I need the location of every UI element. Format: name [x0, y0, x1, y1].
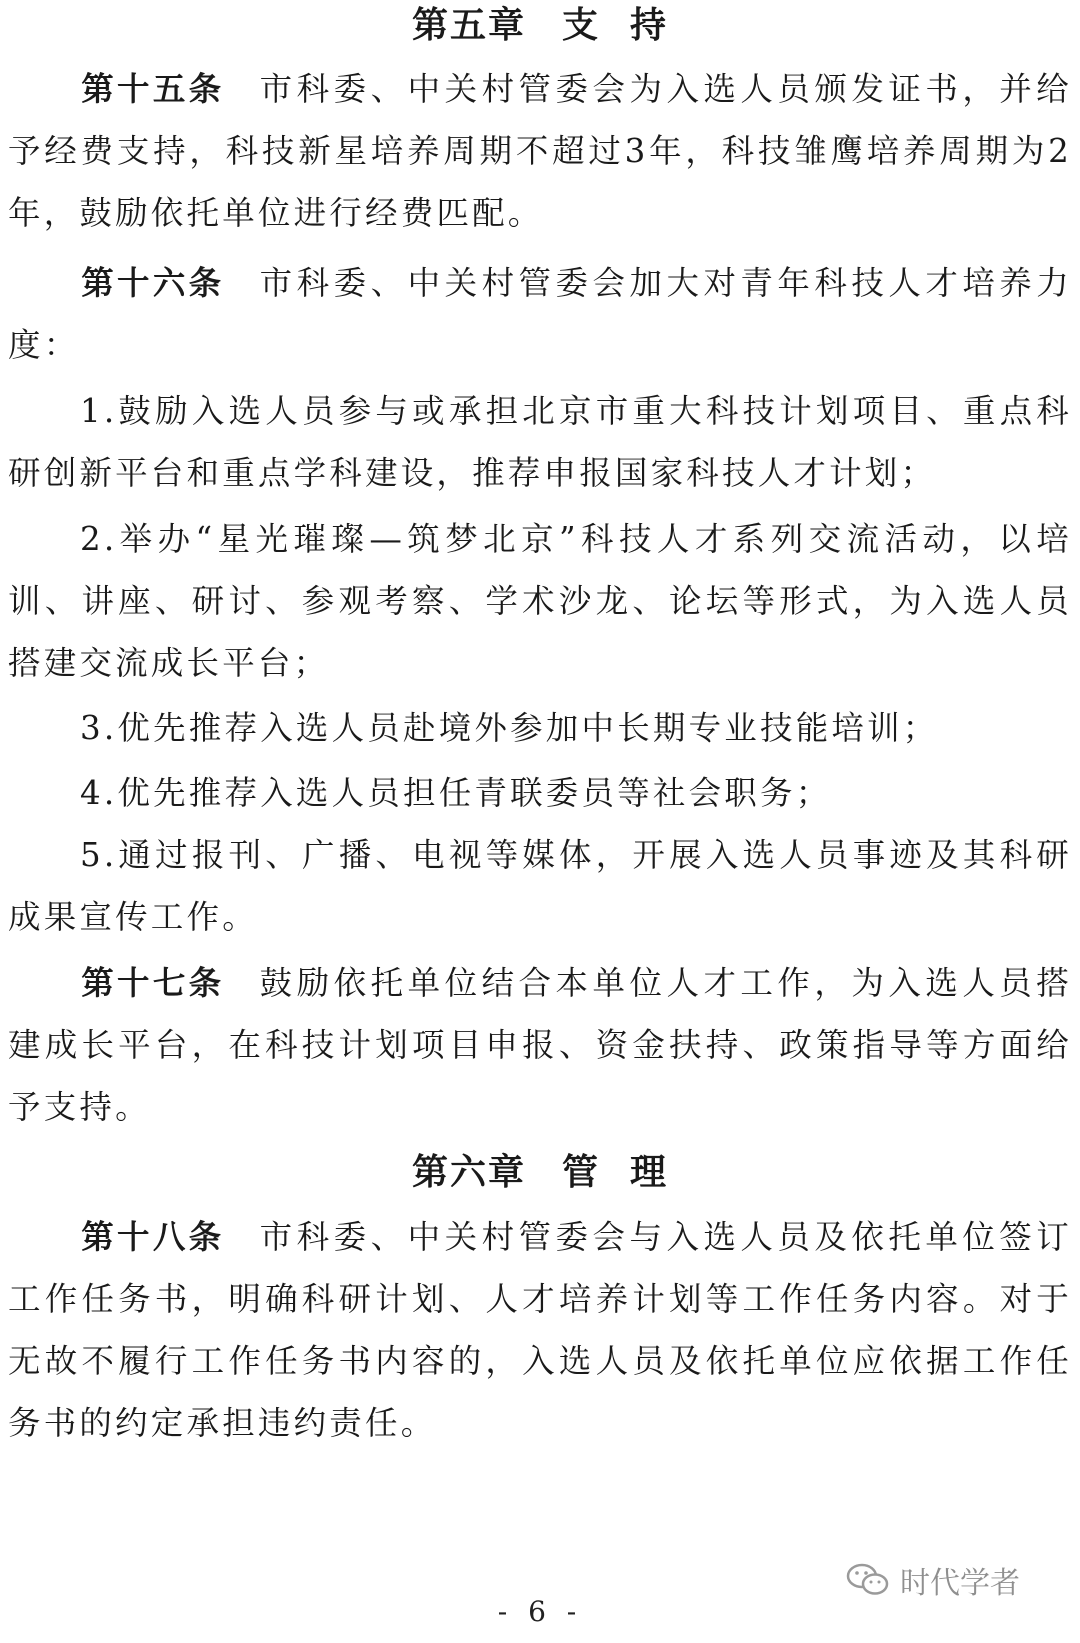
chapter-6-number: 第六章: [411, 1152, 526, 1193]
chapter-5-title-char1: 支: [561, 5, 600, 46]
article-16-item-3: [8, 697, 1072, 759]
watermark-text: 时代学者: [900, 1566, 1020, 1601]
list-item-text: 4.优先推荐入选人员担任青联委员等社会职务；: [80, 774, 832, 812]
list-item-text: 5.通过报刊、广播、电视等媒体，开展入选人员事迹及其科研成果宣传工作。: [8, 836, 1072, 936]
chapter-5-heading: [0, 0, 1080, 56]
chapter-6-title-char1: 管: [561, 1152, 600, 1193]
list-item-text: 2.举办“星光璀璨—筑梦北京”科技人才系列交流活动，以培训、讲座、研讨、参观考察、学术沙龙、论坛等形式，为入选人员搭建交流成长平台；: [8, 520, 1072, 682]
chapter-6-heading: [0, 1143, 1080, 1203]
list-item-text: 1.鼓励入选人员参与或承担北京市重大科技计划项目、重点科研创新平台和重点学科建设，推荐申报国家科技人才计划；: [8, 392, 1072, 492]
article-16-item-4: [8, 762, 1072, 824]
article-16-item-1: [8, 380, 1072, 504]
article-18-text: 市科委、中关村管委会与入选人员及依托单位签订工作任务书，明确科研计划、人才培养计划等工作任务内容。对于无故不履行工作任务书内容的，入选人员及依托单位应依据工作任务书的约定承担违约责任。: [8, 1218, 1072, 1442]
article-18: [8, 1206, 1072, 1454]
chapter-5-title-char2: 持: [630, 5, 669, 46]
article-18-label: 第十八条: [80, 1218, 225, 1256]
article-16-label: 第十六条: [80, 264, 225, 302]
article-15: [8, 58, 1072, 244]
article-17: [8, 952, 1072, 1138]
chapter-6-title-char2: 理: [630, 1152, 669, 1193]
article-16-item-2: [8, 508, 1072, 694]
page-number: - 6 -: [497, 1595, 583, 1628]
article-16-item-5: [8, 824, 1072, 948]
list-item-text: 3.优先推荐入选人员赴境外参加中长期专业技能培训；: [80, 709, 939, 747]
chapter-5-number: 第五章: [411, 5, 526, 46]
article-15-text: 市科委、中关村管委会为入选人员颁发证书，并给予经费支持，科技新星培养周期不超过3年，科技雏鹰培养周期为2年，鼓励依托单位进行经费匹配。: [8, 70, 1072, 232]
article-17-text: 鼓励依托单位结合本单位人才工作，为入选人员搭建成长平台，在科技计划项目申报、资金扶持、政策指导等方面给予支持。: [8, 964, 1072, 1126]
article-15-label: 第十五条: [80, 70, 225, 108]
article-16: [8, 252, 1072, 376]
article-17-label: 第十七条: [80, 964, 225, 1002]
article-16-text: 市科委、中关村管委会加大对青年科技人才培养力度：: [8, 264, 1072, 364]
